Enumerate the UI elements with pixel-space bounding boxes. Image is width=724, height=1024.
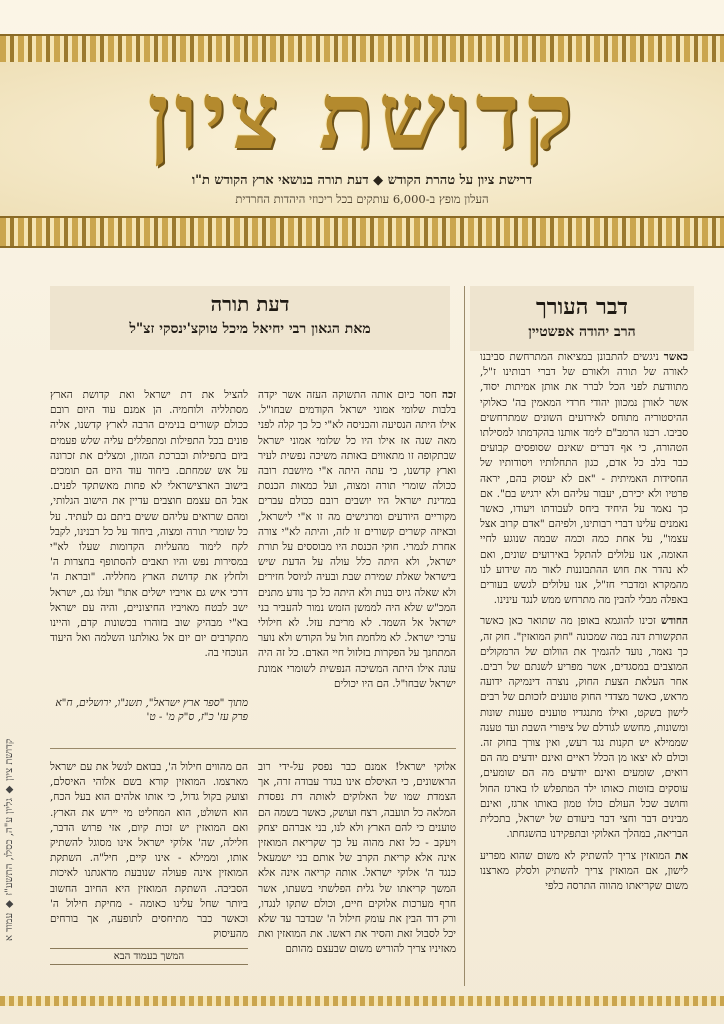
editor-paragraph-2	[480, 614, 688, 842]
torah-column-1	[258, 388, 456, 738]
lead-word: את	[674, 849, 688, 862]
editor-column	[480, 350, 688, 980]
torah-paragraph	[258, 388, 456, 692]
article-paragraph: הם מהווים חילול ה', בבואם לנשל את עם ישראל מארצמו. המואזין קורא בשם אלוהי האיסלם, וצועק בקול גדול, כי אותו אלהים הוא בעל הכח, הוא השולט, הוא המחליט מי יירש את הארץ. ואם המואזין יש זכות קיום, אזי פרוש הדבר, חלילה, שה' אלוקי ישראל אינו מסוגל להשתיק אותו, וממילא - אינו קיים, חיל"ה. השתקת המואזין אינה פעולה שנובעת מדאגתנו לאיכות הסביבה. השתקת המואזין היא החיוב החשוב ביותר שחל עלינו כאומה - מחיקת חילול ה' וכאשר כבר מתיחסים לתופעה, אך בורחים מהעיסוק	[50, 761, 248, 941]
lead-word: זכה	[442, 389, 456, 401]
article-paragraph: אלוקי ישראל! אמנם כבר נפסק על-ידי רוב הראשונים, כי האיסלם אינו בגדר עבודה זרה, אך הצמדת שמו של האלוקים לאותה דת נפסדת המלאה כל תועבה, רצח ועושק, כאשר בשמה הם טוענים כי להם הארץ ולא לנו, בני אברהם יצחק ויעקב - כל זאת מהוה על כך שקריאת המואזין אינה אלא קריאת הקרב של אותם בני ישמעאל כנגד ה' אלוקי ישראל. אותה קריאה אינה אלא המשך קריאתו של גלית הפלשתי בשעתו, אשר חרף מערכות אלוקים חיים, וכולם שתקו לנגדו, ורק דוד הבין את עומק חילול ה' שבדבר עד שלא יכל לסבול זאת והסיר את ראשו. את המואזין ואת מאזיניו צריך להוריש משום שבעצם מהותם	[258, 761, 456, 956]
column-divider	[464, 286, 465, 986]
article-column-3	[258, 760, 456, 990]
torah-heading: דעת תורה	[210, 292, 290, 316]
masthead	[0, 62, 724, 216]
bottom-ornament-border	[0, 216, 724, 248]
torah-header	[50, 286, 450, 350]
lead-word: החודש	[660, 615, 688, 628]
editor-heading: דבר העורך	[536, 294, 628, 320]
continued-note: המשך בעמוד הבא	[50, 948, 248, 965]
torah-author: מאת הגאון רבי יחיאל מיכל טוקצ'ינסקי זצ"ל	[129, 321, 371, 337]
paragraph-text: ניגשים להתבונן במציאות המתרחשת סביבנו לאורה של תורה ולאורם של דברי רבותינו ז"ל, מתוודעת לפני הכל לברר את אותן אמיתות יסוד, אשר לאורן נמכוון יהודי חרדי המאמין בה' כאלוקי ההיסטוריה מתוחס לאירועים השונים שמתרחשים סביבו. רבנו הרמב"ם לימד אותנו בהקדמתו למסילתו הטהורה, כי אף דברים שאינם שסופסים קבועים כבר בלב כל אדם, כגון התחלותיו ויסודותיו של החסידות האמיתית - "אם לא יעסוק בהם, יראה פרטיו ולא יכירם, יעבור עליהם ולא ירגיש בם". אם כך נאמר על היחיד ביחס לעבודתו ויעודו, כאשר נאמנים עלינו דברי רבותינו, ולפיהם "אדם קרוב אצל עצמו", על אחת כמה וכמה שבמה שנוגע לחיי האומה, אנו עלולים להתקל באירועים שונים, ואם לא נהדר את חוש ההתבוננות לאור מה שידוע לנו מהמקרא ומדברי חז"ל, אנו עלולים לגשש בעורים באפלה מבלי להבין מה מתרחש ממש לנגד עינינו.	[480, 351, 688, 607]
torah-paragraph: להציל את דת ישראל ואת קדושת הארץ מסתלליה ולוחמיה. הן אמנם עוד היום רובם ככולם קשורים בנימים הרבה לארץ קדשנו, אליה פונים בכל התפילות ומתפללים עליה שלש פעמים ביום בתפילות ובברכת המזון, ומצלים את זכרונה על אש שמחתם. ביחוד עוד היום הם תומכים בישוב הארצישראלי לא פחות מאשתקד לפנים. אבל הם עצמם חוצבים עדיין את הישוב הגלותי, ומהם שרואים עליהם ששים ביתם גם לעתיד. על כל שומרי תורה ומצוה, ביחוד על כל רבנינו, לקבל לקח לימוד מהעליות הקדומות שעלו לא"י במסירות נפש והיו תאבים להסתופף בחצרות ה' ולחלץ את קדושת הארץ מחלליה. "ובראת ה' דרכי איש גם אויביו ישלים אתו" ועלו גם, ישראל ישב לבטח מאויביו החיצוניים, והיה עם ישראל בא"י מבהיק שוב בזוהרו בכשונות קדם, והיינו מתקרבים יום יום אל גאולתנו השלמה ואל היעוד הנוכחי בה.	[50, 389, 248, 660]
paragraph-text: חסר כיום אותה התשוקה העזה אשר יקדה בלבות שלומי אמוני ישראל הקודמים שבחו"ל. אילו היתה הנסיעה והכניסה לא"י כל כך קלה לפני מאה שנה אז אילו היו כל שלומי אמוני ישראל שבתקופה זו מתאווים באותה משיכה נפשית לעיר וארץ קדשנו, כי עתה היתה א"י מיושבת רובה ככולה שומרי תורה ומצוה, ועל כמאות הכנסת במדינת ישראל היו יושבים רובם ככולם עברים מקוריים היודעים ומרגישים מה זו א"י לישראל, ובאיזה קשרים קשורים זו לזה, והיתה לא"י צורה אחרת לגמרי. חוקי הכנסת היו מבוססים על תורת ישראל, ולא היתה כלל עולה על הדעת שיש בישראל שאלת שמירת שבת ובעיה לגיוסל חזירים ולא שאלה גיוס בנות ולא היתה כל כך נודע מתנים המכ"ש שלא היה לממשן הזמש נמור להעביר בני ישראל אל השמד. לא מריבת עזל. לא חילולי ערכי ישראל. לא מלחמת חול על הקודש ולא נוער המתחנך על הפקרות בזלזול חיי האדם. כל זה היה עונה אילו היתה המשיכה הנפשית לשומרי אמונת ישראל שבחו"ל. הם היו יכולים	[258, 389, 456, 690]
editor-paragraph-1	[480, 350, 688, 608]
circulation-line: העלון מופץ ב-6,000 עותקים בכל ריכוזי היהדות החרדית	[235, 192, 489, 206]
article-column-4	[50, 760, 248, 950]
source-citation: מתוך "ספר ארץ ישראל", תשנ"ו, ירושלים, ח"א פרק עז' כ"ז, ס"ק מ' - ט'	[55, 697, 248, 723]
newsletter-tagline: דרישת ציון על טהרת הקודש ◆ דעת תורה בנושאי ארץ הקודש ת"ו	[191, 173, 533, 188]
section-divider	[50, 748, 456, 749]
torah-column-2	[50, 388, 248, 738]
paragraph-text: זכינו להוגמא באופן מה שתואר כאן כאשר התקשורת דנה במה שמכונה "חוק המואזין". חוק זה, כך נאמר, נועד להגמיך את הוולום של הרמקולים המוצבים במסגדים, אשר מפריע לשנתם של רבים. אחר העלאת הצעת החוק, נוצרה דינמיקה ידועה מראש, כאשר מצדדי החוק טוענים לזכותם של רבים לישון בשקט, ואילו מתנגדיו טוענים טענות שונות ומשונות, מחשש לגודלם של ציפורי השבת ועד טענה שממילא יש תקנות נגד רעש, ואין צורך בחוק זה. וכולם לא יצאו מן הכלל ראיים ואינם יודעים מה הם רואים, שומעים ואינם יודעים מה הם שומעים, עוסקים בזוטות כאותו ילד המתפלש לו בארגז החול וחושב שכל העולם כולו טמון באותו ארגז, ואינם מבינים דבר וחצי דבר ביעודם של ישראל, בתכלית הבריאה, במהלך האלוקי ובתפקידנו בהשגחתו.	[480, 615, 688, 841]
newsletter-title: קדושת ציון	[147, 62, 577, 170]
editor-author: הרב יהודה אפשטיין	[528, 324, 636, 340]
editor-header	[470, 286, 694, 351]
issue-sidebar: קדושת ציון ◆ גליון ע"ה, כסלו, התשע"ז ◆ עמוד א	[4, 738, 15, 942]
lead-word: כאשר	[663, 351, 688, 363]
editor-paragraph-3	[480, 849, 688, 895]
footer-ornament	[0, 996, 724, 1006]
paragraph-text: המואזין צריך להשתיק לא משום שהוא מפריע לישון, אם המואזין צריך להשתיק ולסלק מארצנו משום שקריאתו מהווה התרסה כלפי	[480, 849, 688, 892]
